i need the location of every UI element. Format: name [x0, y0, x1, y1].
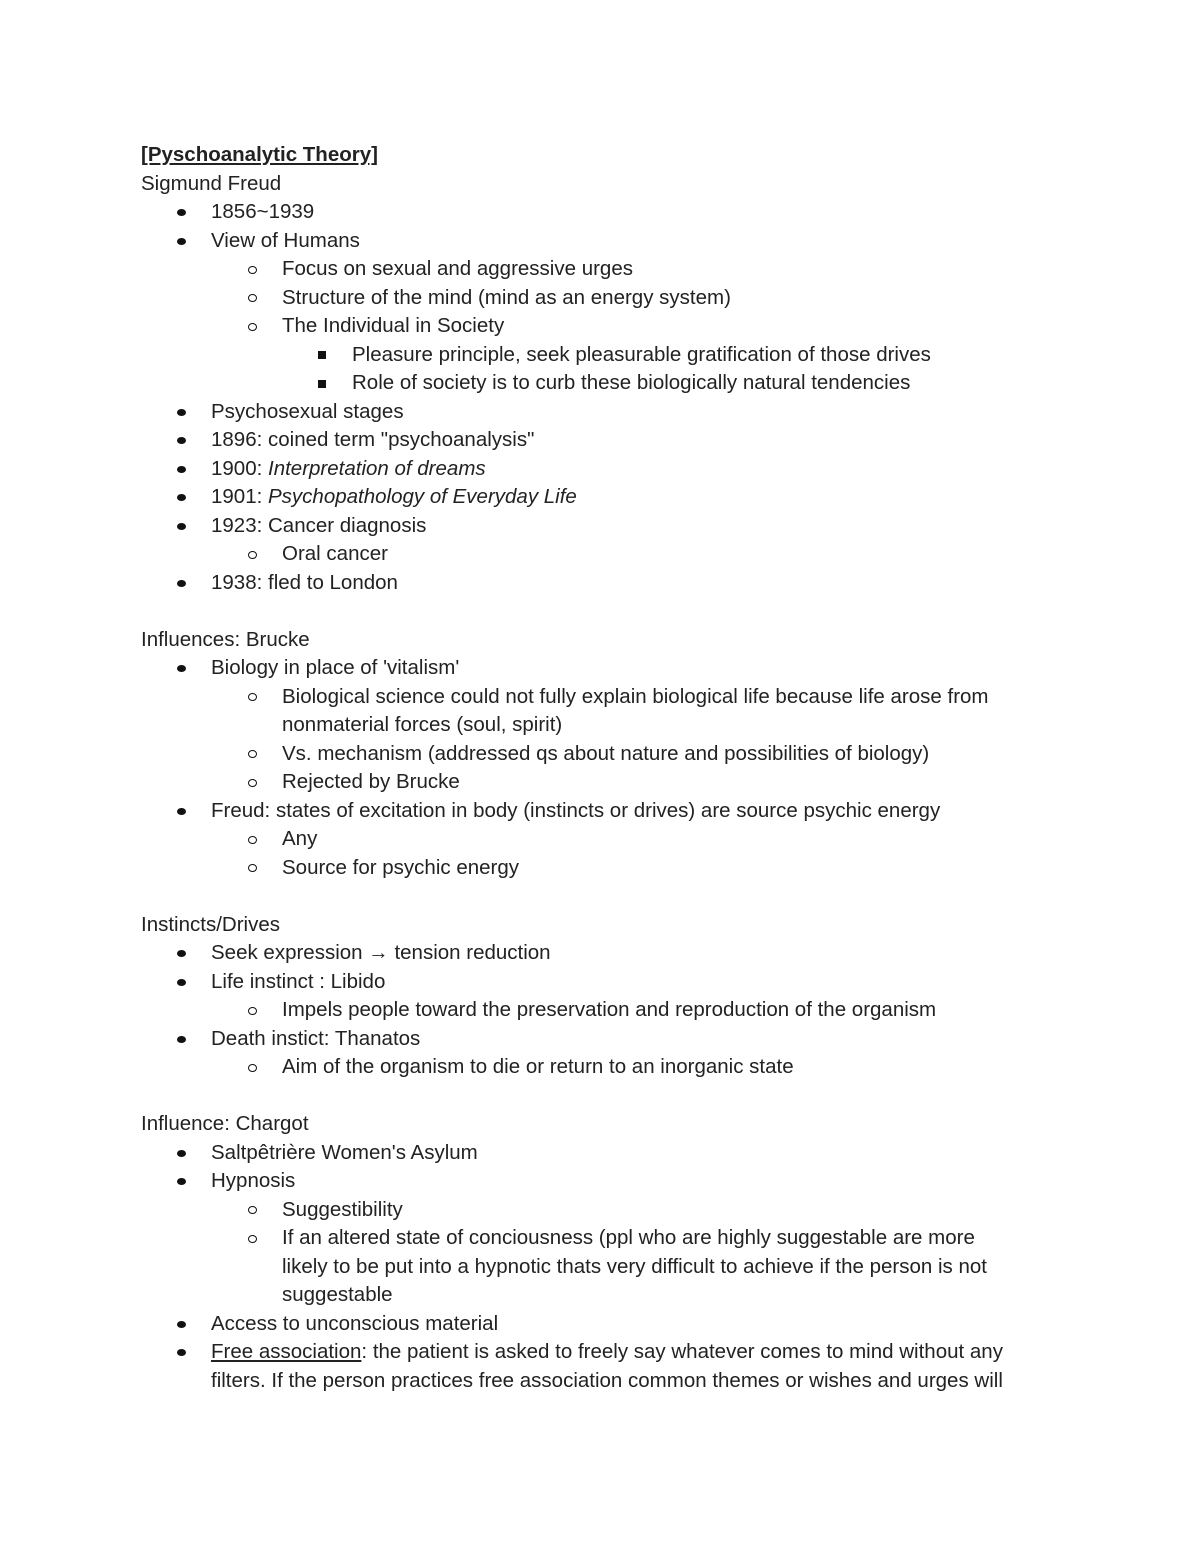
chargot-list — [141, 1139, 1061, 1396]
bullet-circle-icon — [248, 312, 257, 341]
list-item: The Individual in Society — [141, 312, 1061, 341]
list-item: 1900: Interpretation of dreams — [141, 455, 1061, 484]
list-item: 1856~1939 — [141, 198, 1061, 227]
section-heading-freud: Sigmund Freud — [141, 171, 282, 195]
bullet-dot-icon — [177, 1025, 186, 1054]
bullet-dot-icon — [177, 1167, 186, 1196]
list-item: Source for psychic energy — [141, 854, 1061, 883]
bullet-dot-icon — [177, 654, 186, 683]
bullet-dot-icon — [177, 398, 186, 427]
list-item: 1923: Cancer diagnosis — [141, 512, 1061, 541]
list-item: Impels people toward the preservation and reproduction of the organism — [141, 996, 1061, 1025]
term-free-association: Free association — [211, 1340, 362, 1363]
bullet-dot-icon — [177, 426, 186, 455]
bullet-circle-icon — [248, 996, 257, 1025]
section-heading-brucke: Influences: Brucke — [141, 627, 310, 651]
list-item: Biology in place of 'vitalism' — [141, 654, 1061, 683]
section-heading-chargot: Influence: Chargot — [141, 1112, 309, 1135]
bullet-circle-icon — [248, 284, 257, 313]
bullet-square-icon — [318, 369, 326, 398]
book-title: Interpretation of dreams — [268, 456, 486, 480]
bullet-dot-icon — [177, 1310, 186, 1339]
bullet-dot-icon — [177, 797, 186, 826]
list-item: Death instict: Thanatos — [141, 1025, 1061, 1054]
list-item: Free association: the patient is asked to freely say whatever comes to mind without any filters. If the person practices free association common themes or wishes and urges will — [141, 1338, 1061, 1395]
list-item: Psychosexual stages — [141, 398, 1061, 427]
bullet-dot-icon — [177, 227, 186, 256]
list-item: Structure of the mind (mind as an energy system) — [141, 284, 1061, 313]
list-item: 1901: Psychopathology of Everyday Life — [141, 483, 1061, 512]
list-item: Biological science could not fully explain biological life because life arose from nonmaterial forces (soul, spirit) — [141, 683, 1061, 740]
list-item: Access to unconscious material — [141, 1310, 1061, 1339]
bullet-dot-icon — [177, 939, 186, 968]
brucke-list — [141, 654, 1061, 882]
list-item: Seek expression → tension reduction — [141, 939, 1061, 968]
bullet-circle-icon — [248, 768, 257, 797]
list-item: Saltpêtrière Women's Asylum — [141, 1139, 1061, 1168]
list-item: Rejected by Brucke — [141, 768, 1061, 797]
bullet-circle-icon — [248, 854, 257, 883]
bullet-dot-icon — [177, 569, 186, 598]
list-item: Pleasure principle, seek pleasurable gratification of those drives — [141, 341, 1061, 370]
spacer — [141, 1082, 1061, 1111]
list-item: Freud: states of excitation in body (instincts or drives) are source psychic energy — [141, 797, 1061, 826]
bullet-circle-icon — [248, 740, 257, 769]
spacer — [141, 597, 1061, 626]
bullet-dot-icon — [177, 1139, 186, 1168]
list-item: Role of society is to curb these biologically natural tendencies — [141, 369, 1061, 398]
bullet-square-icon — [318, 341, 326, 370]
bullet-dot-icon — [177, 483, 186, 512]
list-item: Suggestibility — [141, 1196, 1061, 1225]
list-item: Life instinct : Libido — [141, 968, 1061, 997]
list-item: Aim of the organism to die or return to an inorganic state — [141, 1053, 1061, 1082]
bullet-circle-icon — [248, 1196, 257, 1225]
document-body — [141, 141, 1061, 1395]
bullet-dot-icon — [177, 198, 186, 227]
bullet-circle-icon — [248, 540, 257, 569]
list-item: Focus on sexual and aggressive urges — [141, 255, 1061, 284]
bullet-dot-icon — [177, 1338, 186, 1367]
list-item: 1938: fled to London — [141, 569, 1061, 598]
bullet-circle-icon — [248, 825, 257, 854]
bullet-circle-icon — [248, 255, 257, 284]
list-item: 1896: coined term "psychoanalysis" — [141, 426, 1061, 455]
book-title: Psychopathology of Everyday Life — [268, 485, 577, 508]
bullet-circle-icon — [248, 1224, 257, 1253]
list-item: Oral cancer — [141, 540, 1061, 569]
list-item: View of Humans — [141, 227, 1061, 256]
bullet-circle-icon — [248, 1053, 257, 1082]
bullet-dot-icon — [177, 512, 186, 541]
page-title: [Pyschoanalytic Theory] — [141, 143, 378, 166]
bullet-dot-icon — [177, 968, 186, 997]
spacer — [141, 882, 1061, 911]
freud-list — [141, 198, 1061, 597]
instincts-list — [141, 939, 1061, 1082]
list-item: Vs. mechanism (addressed qs about nature and possibilities of biology) — [141, 740, 1061, 769]
list-item: If an altered state of conciousness (ppl who are highly suggestable are more likely to be put into a hypnotic thats very difficult to achieve if the person is not suggestable — [141, 1224, 1061, 1310]
list-item: Hypnosis — [141, 1167, 1061, 1196]
section-heading-instincts: Instincts/Drives — [141, 912, 280, 936]
bullet-circle-icon — [248, 683, 257, 712]
list-item: Any — [141, 825, 1061, 854]
bullet-dot-icon — [177, 455, 186, 484]
